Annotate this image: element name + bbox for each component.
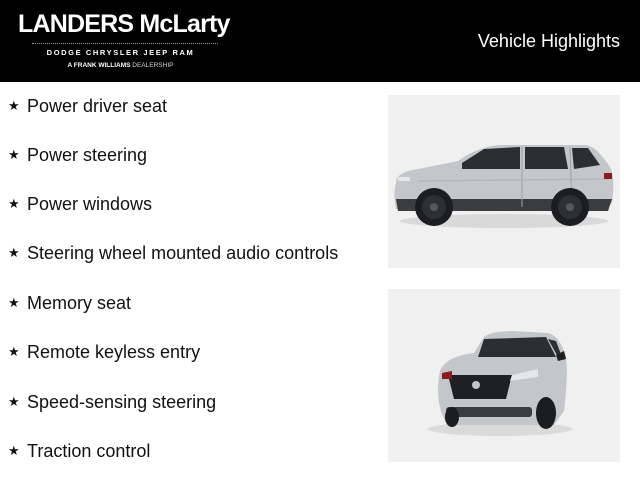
feature-item: [8, 194, 152, 218]
feature-item: [8, 145, 147, 169]
dealer-logo[interactable]: [18, 10, 230, 74]
star-icon: ★: [8, 245, 20, 260]
vehicle-photo-side[interactable]: [388, 95, 620, 268]
star-icon: ★: [8, 295, 20, 310]
logo-divider: [32, 43, 218, 44]
logo-main-text: LANDERS McLarty: [18, 10, 230, 38]
star-icon: ★: [8, 344, 20, 359]
feature-label: Speed-sensing steering: [27, 392, 217, 412]
car-front-view-photo: [388, 289, 620, 462]
star-icon: ★: [8, 394, 20, 409]
feature-label: Steering wheel mounted audio controls: [27, 243, 339, 263]
star-icon: ★: [8, 443, 20, 458]
feature-label: Traction control: [27, 441, 151, 461]
feature-label: Power windows: [27, 194, 153, 214]
star-icon: ★: [8, 196, 20, 211]
feature-label: Power driver seat: [27, 96, 168, 116]
feature-item: [8, 243, 338, 267]
feature-item: [8, 441, 150, 465]
car-side-view-photo: [388, 95, 620, 268]
header-bar: [0, 0, 640, 82]
feature-item: [8, 392, 216, 416]
logo-tagline-bold: A FRANK WILLIAMS: [67, 62, 131, 69]
vehicle-photo-front[interactable]: [388, 289, 620, 462]
feature-label: Memory seat: [27, 293, 132, 313]
feature-item: [8, 342, 200, 366]
star-icon: ★: [8, 98, 20, 113]
logo-brands-text: DODGE CHRYSLER JEEP RAM: [46, 48, 195, 57]
feature-label: Power steering: [27, 145, 148, 165]
feature-item: [8, 293, 131, 317]
page-title: Vehicle Highlights: [477, 31, 620, 51]
logo-tagline: [18, 62, 223, 69]
star-icon: ★: [8, 147, 20, 162]
logo-tagline-light: DEALERSHIP: [132, 62, 174, 69]
feature-label: Remote keyless entry: [27, 342, 201, 362]
feature-item: [8, 96, 167, 120]
